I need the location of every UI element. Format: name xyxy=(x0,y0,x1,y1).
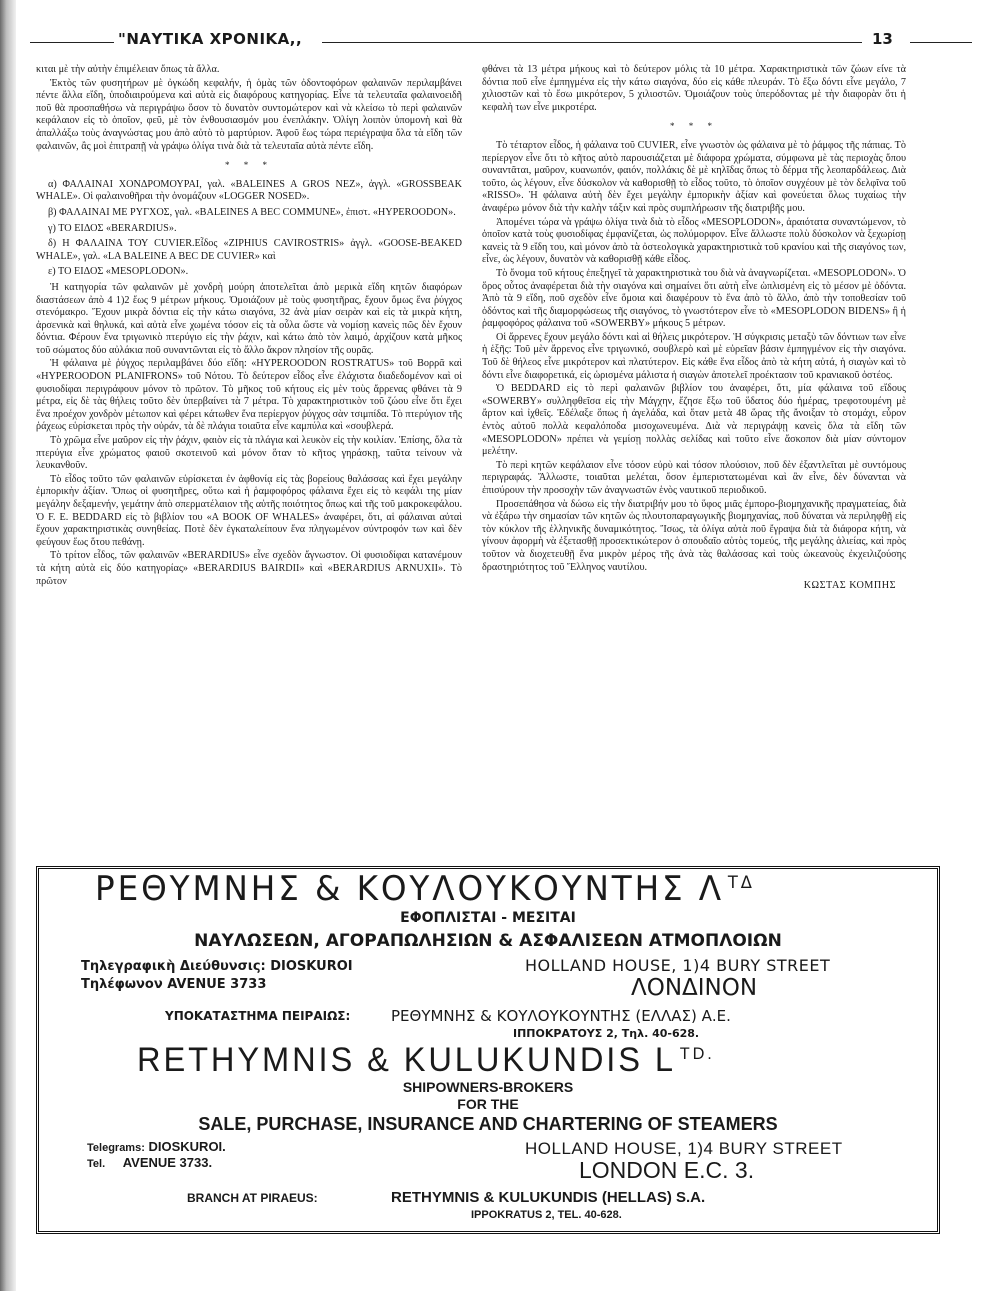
paragraph: Ἡ φάλαινα μὲ ῥύγχος περιλαμβάνει δύο εἴδη: «HYPEROODON ROSTRATUS» τοῦ Βορρᾶ καὶ «HYPEROODON PLANIFRONS» τοῦ Νότου. Τὸ δεύτερον εἶδος εἶνε ἐλάχιστα διαδεδομένον καὶ οἱ φυσιοδίφαι περιγράφουν μόνον τὸ πρῶτον. Τὸ μῆκος τοῦ κήτους εἰς μὲν τοὺς ἄρρενας φθάνει τὰ 9 μέτρα, εἰς δὲ τὰς θήλεις τοῦτο δὲν ὑπερβαίνει τὰ 7 μέτρα. Τὸ χαρακτηριστικὸν τοῦ ζώου εἶνε ὅτι ἔχει ἕνα προέχον χονδρὸν μέτωπον καὶ φέρει κάτωθεν ἕνα περίεργον ῥύγχος σὰν τσιμπίδα. Τὸ πτερύγιον τῆς ῥάχεως εὑρίσκεται πρὸς τὴν οὐράν, τὰ δὲ πλάγια τοιαῦτα εἶνε καμπύλα καὶ «σουβλερά. xyxy=(36,358,462,433)
running-header xyxy=(30,30,972,54)
paragraph: Τὸ ὄνομα τοῦ κήτους ἐπεξηγεῖ τὰ χαρακτηριστικὰ του διὰ νὰ ἀναγνωρίζεται. «MESOPLODON». Ὁ ὅρος οὗτος ἀναφέρεται διὰ τὴν σιαγόνα καὶ σημαίνει ὅτι αὐτὴ εἶνε ὡπλισμένη εἰς τὸ μέσον μὲ ὀδόντα. Ἀπὸ τὰ 9 εἴδη, ποῦ σχεδὸν εἶνε ὅμοια καὶ διαφέρουν τὸ ἕνα ἀπὸ τὸ ἄλλο, ἀπὸ τὴν τοποθεσίαν τοῦ ὀδόντος καὶ τῆς διαμορφώσεως τῆς σιαγόνος, τὸ γνωστότερον εἶνε τὸ «MESOPLODON BIDENS» ἢ ἡ ῥαμφοφόρος φάλαινα τοῦ «SOWERBY» μήκους 5 μέτρων. xyxy=(482,267,906,330)
list-item: δ) Η ΦΑΛΑΙΝΑ ΤΟΥ CUVIER.Εἶδος «ZIPHIUS CAVIROSTRIS» ἀγγλ. «GOOSE-BEAKED WHALE», γαλ. «LA BALEINE A BEC DE CUVIER» καὶ xyxy=(36,238,462,262)
ad-greek-services: ΝΑΥΛΩΣΕΩΝ, ΑΓΟΡΑΠΩΛΗΣΙΩΝ & ΑΣΦΑΛΙΣΕΩΝ ΑΤΜΟΠΛΟΙΩΝ xyxy=(194,931,782,951)
ad-english-phone-value: AVENUE 3733. xyxy=(122,1155,213,1170)
ad-greek-ltd-superscript: ΤΔ xyxy=(727,872,755,893)
magazine-title: "ΝΑΥΤΙΚΑ ΧΡΟΝΙΚΑ,, xyxy=(118,30,303,48)
paragraph: Τὸ τέταρτον εἶδος, ἡ φάλαινα τοῦ CUVIER, εἶνε γνωστὸν ὡς φάλαινα μὲ τὸ ῥάμφος τῆς πάπιας. Τὸ περίεργον εἶνε ὅτι τὸ κῆτος αὐτὸ παρουσιάζεται μὲ διάφορα χρώματα, σύμφωνα μὲ τὰς περιοχὰς ὅπου συναντᾶται, μαῦρον, κυανωπόν, φαιόν, πολλάκις δὲ μὲ κηλῖδας ὅπως τὸ δέρμα τῆς λεοπαρδάλεως. Διὰ τοῦτο, ὡς λέγουν, εἶνε δύσκολον νὰ καθορισθῇ τὸ εἶδος τοῦτο, τὸ ὁποῖον συγχέουν μὲ τὸν δελφῖνα τοῦ «RISSO». Ἡ φάλαινα αὐτὴ δὲν ἔχει μεγάλην ἐμπορικὴν ἀξίαν καὶ φονεύεται ὅλως τυχαίως τὴν ἀναφέρω μόνον διὰ τὴν καλὴν τάξιν καὶ πρὸς συμπλήρωσιν τῆς διατριβῆς μου. xyxy=(482,139,906,214)
ad-greek-subtitle: ΕΦΟΠΛΙΣΤΑΙ - ΜΕΣΙΤΑΙ xyxy=(400,910,576,926)
header-rule-right xyxy=(910,42,972,43)
ad-english-phone xyxy=(87,1155,212,1170)
header-rule-middle xyxy=(322,42,862,43)
ad-english-company-name xyxy=(137,1041,715,1080)
paragraph: Ἐκτὸς τῶν φυσητήρων μὲ ὀγκώδη κεφαλήν, ἡ ὁμὰς τῶν ὀδοντοφόρων φαλαινῶν περιλαμβάνει πέντε ἄλλα εἴδη, ὑποδιαιρούμενα καὶ αὐτὰ εἰς διαφόρους κατηγορίας. Εἶνε τὰ τελευταῖα φαλαινοειδῆ ποῦ θὰ προσπαθήσω νὰ περιγράψω ὅσον τὸ δυνατὸν συντομώτερον καὶ νὰ κλείσω τὸ περὶ φαλαινῶν κεφάλαιον εἰς τὸ ὁποῖον, φεῦ, μὲ τὸν ἐνθουσιασμόν μου ἐνεπλάκην. Ὀλίγη λοιπὸν ὑπομονὴ καὶ θὰ ἀπαλλάξω τοὺς ἀναγνώστας μου ἀπὸ αὐτὸ τὸ μαρτύριον. Ἀφοῦ ἕως τώρα περιέγραψα ὅλα τὰ εἴδη τῶν φαλαινῶν, ἂς μοὶ ἐπιτραπῇ νὰ γράψω ὀλίγα τινὰ διὰ τὰ τελευταῖα αὐτὰ πέντε εἴδη. xyxy=(36,77,462,152)
ad-greek-branch-label: ΥΠΟΚΑΤΑΣΤΗΜΑ ΠΕΙΡΑΙΩΣ: xyxy=(165,1009,351,1023)
ad-english-phone-label: Tel. xyxy=(87,1158,106,1170)
page-number: 13 xyxy=(872,30,893,48)
section-divider-stars: * * * xyxy=(670,121,718,132)
ad-greek-branch-address: ΙΠΠΟΚΡΑΤΟΥΣ 2, Τηλ. 40-628. xyxy=(513,1027,700,1040)
right-column xyxy=(482,64,906,844)
ad-greek-city: ΛΟΝΔΙΝΟΝ xyxy=(631,975,758,1001)
paragraph: Τὸ τρίτον εἶδος, τῶν φαλαινῶν «BERARDIUS» εἶνε σχεδὸν ἄγνωστον. Οἱ φυσιοδίφαι κατανέμουν τὰ κήτη αὐτὰ εἰς δύο κατηγορίας» «BERARDIUS BAIRDII» καὶ «BERARDIUS ARNUXII». Τὸ πρῶτον xyxy=(36,550,462,587)
ad-english-subtitle: SHIPOWNERS-BROKERS xyxy=(402,1079,574,1095)
ad-english-telegram xyxy=(87,1139,226,1154)
section-divider-stars: * * * xyxy=(225,160,273,171)
ad-english-address: HOLLAND HOUSE, 1)4 BURY STREET xyxy=(525,1139,843,1158)
list-item: α) ΦΑΛΑΙΝΑΙ ΧΟΝΔΡΟΜΟΥΡΑΙ, γαλ. «BALEINES A GROS NEZ», ἀγγλ. «GROSSBEAK WHALE». Οἱ φαλαινοθῆραι τὴν ὀνομάζουν «LOGGER NOSED». xyxy=(36,178,462,203)
paragraph: Ἀπομένει τώρα νὰ γράψω ὀλίγα τινὰ διὰ τὸ εἶδος «MESOPLODON», ἀραιότατα συναντώμενον, τὸ ὁποῖον κατὰ τοὺς φυσιοδίφας ἐμφανίζεται, ὡς πολύμορφον. Εἶνε ἄλλωστε πολὺ δύσκολον νὰ ξεχωρίσῃ κανεὶς τὰ 9 εἴδη του, καὶ μόνον ἀπὸ τὰ ὀστεολογικὰ χαρακτηριστικὰ τοῦ κρανίου καὶ τῆς σιαγόνος των, εἶνε, ὡς λέγουν, δυνατὸν νὰ καθορισθῇ κάθε εἶδος. xyxy=(482,216,906,266)
ad-english-ltd-superscript: TD. xyxy=(679,1043,715,1063)
header-rule-left xyxy=(30,42,114,43)
ad-english-for-the: FOR THE xyxy=(457,1096,519,1112)
paragraph: φθάνει τὰ 13 μέτρα μήκους καὶ τὸ δεύτερον μόλις τὰ 10 μέτρα. Χαρακτηριστικὰ τῶν ζώων εἶνε τὰ δόντια ποῦ εἶνε ἐμπηγμένα εἰς τὴν κάτω σιαγόνα, δύο εἰς κάθε πλευράν. Τὸ ἔξω δόντι εἶνε μεγάλο, 7 χιλιοστῶν καὶ τὸ ἔσω μικρότερον, 5 χιλιοστῶν. Ὁμοιάζουν τοὺς ὑπερόδοντας μὲ τὴν διαφορὰν ὅτι ἡ κεφαλὴ των εἶνε μικροτέρα. xyxy=(482,64,906,113)
ad-english-branch-address: IPPOKRATUS 2, TEL. 40-628. xyxy=(471,1209,622,1221)
ad-english-name-text: RETHYMNIS & KULUKUNDIS L xyxy=(137,1041,676,1079)
paragraph: Προσεπάθησα νὰ δώσω εἰς τὴν διατριβήν μου τὸ ὕφος μιᾶς ἐμπορο-βιομηχανικῆς πραγματείας, διὰ νὰ ἐξάρω τὴν σημασίαν τῶν κητῶν ὡς πλουτοπαραγωγικῆς βιομηχανίας, ποῦ δύναται νὰ περιληφθῇ εἰς τὸν κύκλον τῆς ἑλληνικῆς δυναμικότητος. Ἴσως, τὰ ὀλίγα αὐτὰ ποῦ ἔγραψα διὰ τὰ διάφορα κήτη, νὰ γίνουν ἀφορμὴ νὰ ἐξετασθῇ προσεκτικώτερον ὁ σπουδαῖο αὐτὸς τομεύς, τῆς μεγάλης ἁλιείας, καὶ πρὸς τοῦτον νὰ διοχετευθῇ ἕνα μικρὸν μέρος τῆς ἀνὰ τὰς θαλάσσας καὶ τοὺς ὠκεανοὺς ἐκχειλιζούσης δραστηριότητος τοῦ Ἕλληνος ναυτίλου. xyxy=(482,498,906,573)
list-item: ε) ΤΟ ΕΙΔΟΣ «MESOPLODON». xyxy=(48,266,189,278)
paragraph: Οἱ ἄρρενες ἔχουν μεγάλο δόντι καὶ αἱ θήλεις μικρότερον. Ἡ σύγκρισις μεταξὺ τῶν δόντιων των εἶνε ἡ ἑξῆς: Τοῦ μὲν ἄρρενος εἶνε τριγωνικό, σουβλερὸ καὶ μὲ εὐρεῖαν βάσιν ἐμπηγμένον εἰς τὴν σιαγόνα. Τοῦ δὲ θήλεος εἶνε μικρότερον καὶ πλατύτερον. Εἰς κάθε ἕνα εἶδος ἀπὸ τὰ κήτη αὐτά, ἡ σιαγὼν καὶ τὸ δόντι εἶνε διαφορετικά, εἰς ὡρισμένα μάλιστα ἡ σιαγὼν ἀποτελεῖ προέκτασιν τοῦ κρανιακοῦ ὀστέος. xyxy=(482,331,906,381)
ad-english-city: LONDON E.C. 3. xyxy=(579,1157,755,1183)
list-item: β) ΦΑΛΑΙΝΑΙ ΜΕ ΡΥΓΧΟΣ, γαλ. «BALEINES A BEC COMMUNE», ἐπιστ. «HYPEROODON». xyxy=(48,206,456,218)
ad-english-telegram-label: Telegrams: xyxy=(87,1142,145,1154)
ad-greek-address: HOLLAND HOUSE, 1)4 BURY STREET xyxy=(525,956,831,975)
advertisement-box xyxy=(36,866,940,1234)
ad-english-branch-label: BRANCH AT PIRAEUS: xyxy=(187,1191,318,1205)
ad-english-services: SALE, PURCHASE, INSURANCE AND CHARTERING OF STEAMERS xyxy=(198,1114,778,1134)
ad-greek-branch-name: ΡΕΘΥΜΝΗΣ & ΚΟΥΛΟΥΚΟΥΝΤΗΣ (ΕΛΛΑΣ) Α.Ε. xyxy=(391,1007,731,1025)
ad-greek-company-name xyxy=(95,869,755,909)
paragraph: Τὸ περὶ κητῶν κεφάλαιον εἶνε τόσον εὐρὺ καὶ τόσον πλούσιον, ποῦ δὲν ἐξαντλεῖται μὲ συντόμους περιγραφάς. Ἄλλωστε, τοιαῦται μελέται, ὅσον ἐμπεριστατωμέναι καὶ ἂν εἶνε, δὲν δύνανται νὰ ἐπισύρουν τὴν προσοχὴν τῶν ἀναγνωστῶν ἑνὸς ναυτικοῦ περιοδικοῦ. xyxy=(482,459,906,496)
paragraph: Τὸ εἶδος τοῦτο τῶν φαλαινῶν εὑρίσκεται ἐν ἀφθονίᾳ εἰς τὰς βορείους θαλάσσας καὶ ἔχει μεγάλην ἐμπορικὴν ἀξίαν. Ὅπως οἱ φυσητῆρες, οὕτω καὶ ἡ ῥαμφοφόρος φάλαινα ἔχει εἰς τὸ κεφάλι της μίαν μεγάλην δεξαμενήν, γεμάτην ἀπὸ σπερματέλαιον τῆς αὐτῆς ποιότητος ὅπως καὶ τῆς τοῦ μακροκεφάλου. Ὁ F. E. BEDDARD εἰς τὸ βιβλίον του «A BOOK OF WHALES» ἀναφέρει, ὅτι, αἱ φάλαιναι αὐταὶ ἔχουν χαρακτηριστικὰς συνηθείας. Ποτὲ δὲν ἐγκαταλείπουν ἕνα πληγωμένον σύντροφόν των καὶ δὲν φεύγουν ἕως ὅτου πεθάνῃ. xyxy=(36,473,462,548)
ad-english-branch-name: RETHYMNIS & KULUKUNDIS (HELLAS) S.A. xyxy=(391,1189,706,1206)
ad-english-telegram-value: DIOSKUROI. xyxy=(148,1139,226,1154)
page-binding-shadow xyxy=(0,0,16,1291)
author-signature: ΚΩΣΤΑΣ ΚΟΜΠΗΣ xyxy=(803,580,896,592)
left-column xyxy=(36,64,462,860)
paragraph: Τὸ χρῶμα εἶνε μαῦρον εἰς τὴν ῥάχιν, φαιὸν εἰς τὰ πλάγια καὶ λευκὸν εἰς τὴν κοιλίαν. Ἐπίσης, ὅλα τὰ πτερύγια εἶνε χρώματος φαιοῦ σκοτεινοῦ καὶ μόνον ὅταν τὸ κῆτος γηράσκῃ, ταῦτα τείνουν νὰ λευκανθοῦν. xyxy=(36,435,462,472)
paragraph: κιται μὲ τὴν αὐτὴν ἐπιμέλειαν ὅπως τὰ ἄλλα. xyxy=(36,64,220,75)
list-item: γ) ΤΟ ΕΙΔΟΣ «BERARDIUS». xyxy=(48,222,177,234)
paragraph: Ὁ BEDDARD εἰς τὸ περὶ φαλαινῶν βιβλίον του ἀναφέρει, ὅτι, μία φάλαινα τοῦ εἴδους «SOWERBY» συλληφθεῖσα εἰς τὴν Μάγχην, ἔζησε ἔξω τοῦ ὕδατος δύο ἡμέρας, τρεφοτουμένη μὲ ἄρτον καὶ ἰχθεῖς. Ἐδέλαξε ὅπως ἡ ἀγελάδα, καὶ ὅταν μετὰ 48 ὥρας τῆς ἄνοιξαν τὸ στομάχι, εὗρον ἐντὸς αὐτοῦ πολλὰ κεφαλόποδα μισοχωνευμένα. Διὰ νὰ περιγράψῃ κανεὶς ὅλα τὰ εἴδη τῶν «MESOPLODON» πρέπει νὰ γεμίσῃ πολλὰς σελίδας καὶ τοῦτο εἶνε ἄσκοπον διὰ μίαν σύντομον μελέτην. xyxy=(482,383,906,458)
paragraph: Ἡ κατηγορία τῶν φαλαινῶν μὲ χονδρὴ μούρη ἀποτελεῖται ἀπὸ μερικὰ εἴδη κητῶν διαφόρων διαστάσεων ἀπὸ 4 1)2 ἕως 9 μέτρων μήκους. Ὁμοιάζουν μὲ τοὺς φυσητῆρας, ἔχουν ὅμως ἕνα ῥύγχος στενόμακρο. Ἔχουν μικρὰ δόντια εἰς τὴν κάτω σιαγόνα, 32 ἀνὰ μίαν σειρὰν καὶ εἰς τὰ μικρὰ κήτη, ἀρσενικὰ καὶ θηλυκά, καὶ αὐτὰ εἶνε χωμένα τόσον εἰς τὰ οὖλα ὥστε νὰ νομίσῃ κανεὶς πῶς δὲν ἔχουν δόντια. Φέρουν ἕνα τριγωνικὸ πτερύγιο εἰς τὴν ῥάχιν, καὶ κάτω ἀπὸ τὸν λαιμό, ἀρχίζουν κατὰ μῆκος τοῦ σώματος δύο αὐλάκια ποῦ συναντῶνται εἰς τὸ ἄλλο ἄκρον πλησίον τῆς ουρᾶς. xyxy=(36,281,462,356)
ad-greek-phone: Τηλέφωνον AVENUE 3733 xyxy=(81,977,267,992)
ad-greek-name-text: ΡΕΘΥΜΝΗΣ & ΚΟΥΛΟΥΚΟΥΝΤΗΣ Λ xyxy=(95,869,725,909)
ad-greek-telegram: Τηλεγραφικὴ Διεύθυνσις: DIOSKUROI xyxy=(81,959,353,974)
